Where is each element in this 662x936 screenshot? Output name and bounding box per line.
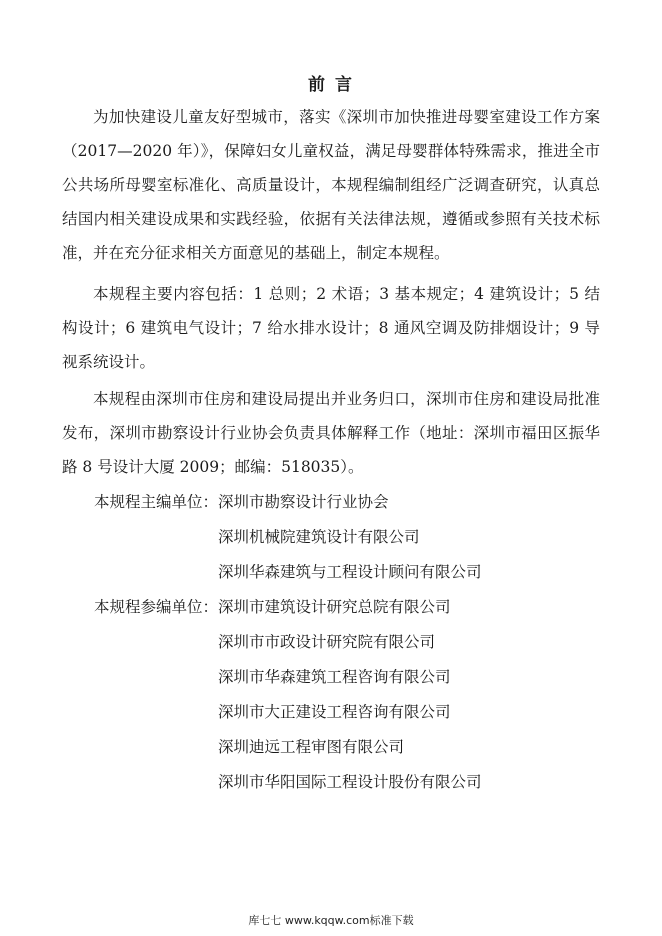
participating-units-label: 本规程参编单位：: [94, 598, 219, 616]
chief-units-label: 本规程主编单位：: [94, 493, 219, 511]
unit-name: 深圳机械院建筑设计有限公司: [218, 528, 420, 546]
unit-row: [94, 485, 614, 520]
preface-paragraph-3: 本规程由深圳市住房和建设局提出并业务归口，深圳市住房和建设局批准发布，深圳市勘察设计行业协会负责具体解释工作（地址：深圳市福田区振华路 8 号设计大厦 2009；邮编：518035）。: [62, 390, 600, 476]
unit-row: [94, 695, 614, 730]
unit-row: [94, 555, 614, 590]
unit-name: 深圳迪远工程审图有限公司: [218, 738, 405, 756]
unit-name: 深圳市华森建筑工程咨询有限公司: [218, 668, 451, 686]
unit-name: 深圳市勘察设计行业协会: [218, 493, 389, 511]
preface-paragraph-1: 为加快建设儿童友好型城市，落实《深圳市加快推进母婴室建设工作方案（2017—2020 年）》，保障妇女儿童权益，满足母婴群体特殊需求，推进全市公共场所母婴室标准化、高质量设计，本规程编制组经广泛调查研究，认真总结国内相关建设成果和实践经验，依据有关法律法规，遵循或参照有关技术标准，并在充分征求相关方面意见的基础上，制定本规程。: [62, 108, 600, 262]
participating-units-block: [94, 590, 614, 800]
unit-row: [94, 730, 614, 765]
preface-paragraph-2: 本规程主要内容包括：1 总则；2 术语；3 基本规定；4 建筑设计；5 结构设计；6 建筑电气设计；7 给水排水设计；8 通风空调及防排烟设计；9 导视系统设计。: [62, 285, 600, 371]
unit-row: [94, 625, 614, 660]
unit-name: 深圳市大正建设工程咨询有限公司: [218, 703, 451, 721]
chief-units-block: [94, 485, 614, 590]
unit-name: 深圳华森建筑与工程设计顾问有限公司: [218, 563, 482, 581]
unit-row: [94, 660, 614, 695]
unit-name: 深圳市建筑设计研究总院有限公司: [218, 598, 451, 616]
unit-row: [94, 765, 614, 800]
unit-row: [94, 520, 614, 555]
page-title: 前 言: [308, 75, 354, 95]
unit-name: 深圳市市政设计研究院有限公司: [218, 633, 436, 651]
unit-row: [94, 590, 614, 625]
unit-name: 深圳市华阳国际工程设计股份有限公司: [218, 773, 482, 791]
footer-watermark: 库七七 www.kqqw.com标准下载: [248, 914, 414, 927]
